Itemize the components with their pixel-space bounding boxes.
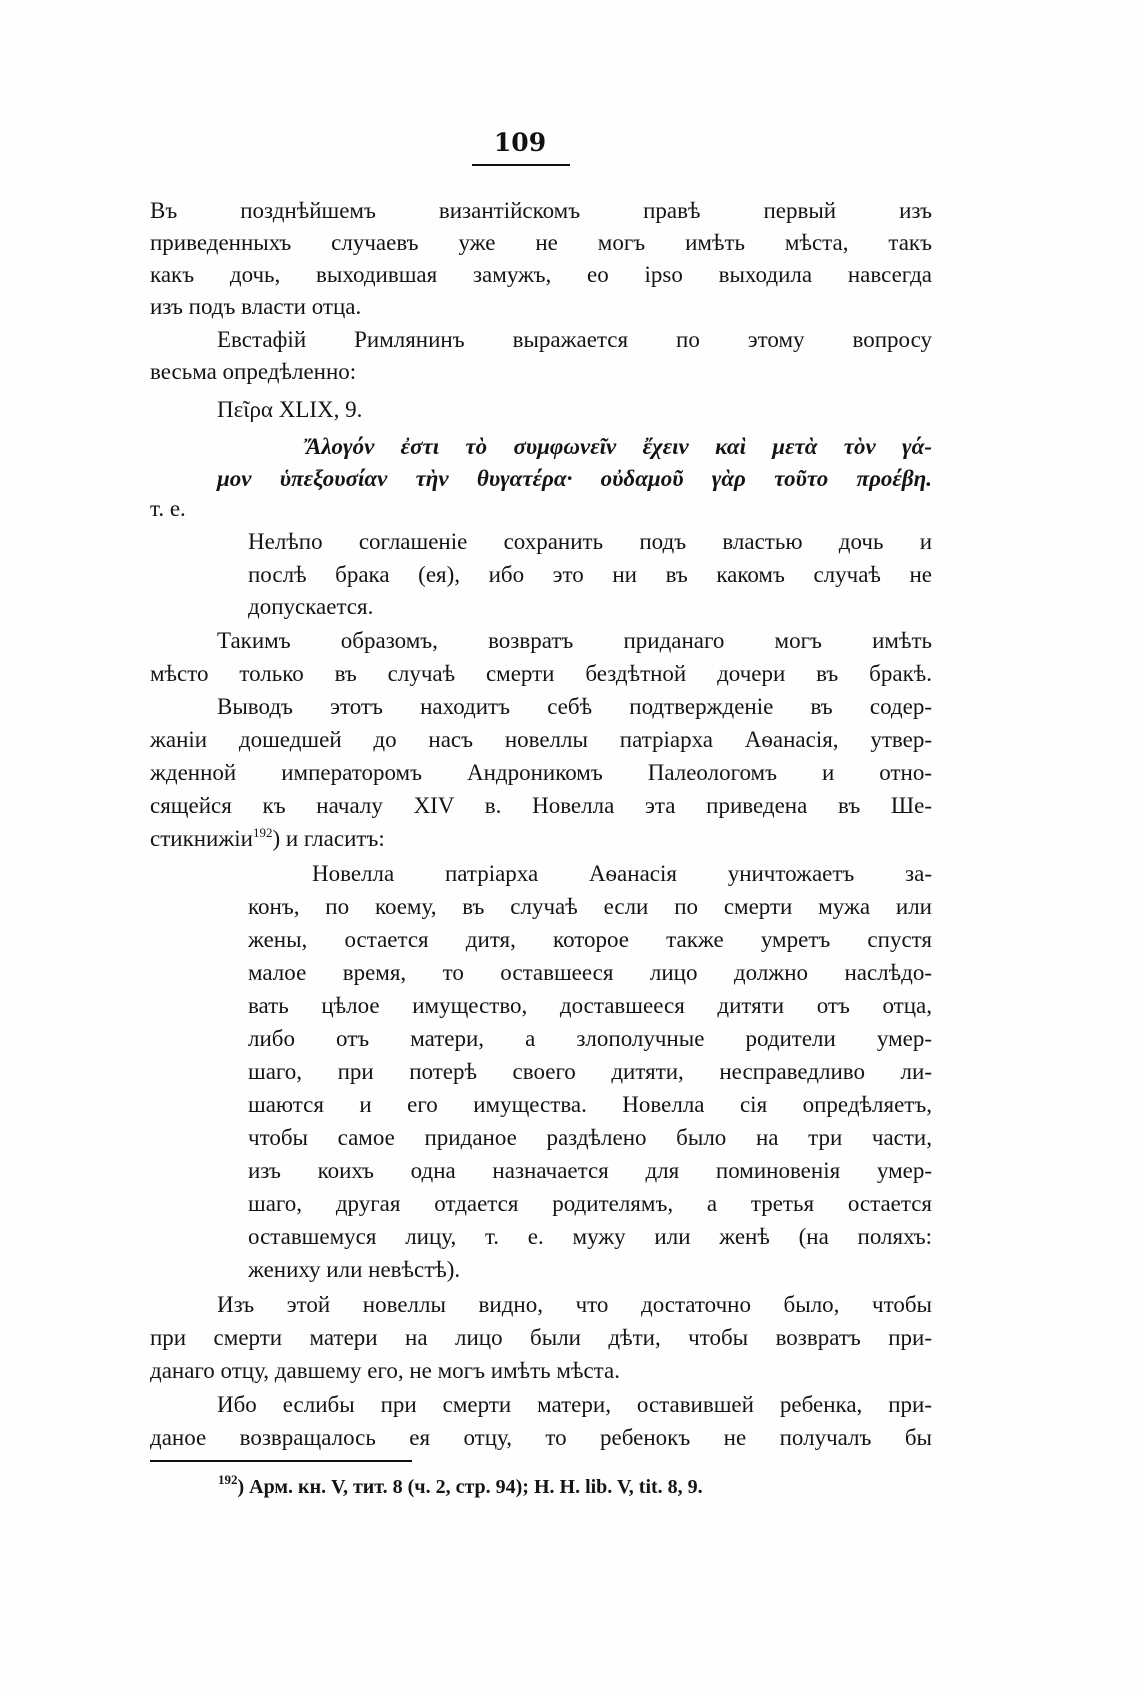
novella-quote-line: вать цѣлое имущество, доставшееся дитяти отъ отца,	[248, 993, 932, 1018]
footnote-text: ) Арм. кн. V, тит. 8 (ч. 2, стр. 94); H. H. lib. V, tit. 8, 9.	[237, 1476, 703, 1498]
novella-quote-line: изъ коихъ одна назначается для поминовенія умер-	[248, 1158, 932, 1183]
footnote	[218, 1472, 703, 1502]
novella-quote-line: шаются и его имущества. Новелла сія опредѣляетъ,	[248, 1092, 932, 1117]
novella-quote-line: либо отъ матери, а злополучные родители умер-	[248, 1026, 932, 1051]
text-line: Выводъ этотъ находитъ себѣ подтвержденіе въ содер-	[217, 694, 932, 719]
footnote-mark: 192	[218, 1472, 238, 1487]
novella-quote-line: шаго, при потерѣ своего дитяти, несправедливо ли-	[248, 1059, 932, 1084]
text-line: изъ подъ власти отца.	[150, 294, 362, 319]
novella-quote-line: чтобы самое приданое раздѣлено было на три части,	[248, 1125, 932, 1150]
text-line: приведенныхъ случаевъ уже не могъ имѣть мѣста, такъ	[150, 230, 932, 255]
translation-line: допускается.	[248, 594, 374, 619]
page-number: 109	[493, 128, 547, 157]
text-line: даное возвращалось ея отцу, то ребенокъ не получалъ бы	[150, 1425, 932, 1450]
novella-quote-line: жениху или невѣстѣ).	[248, 1257, 461, 1282]
translation-line: Нелѣпо соглашеніе сохранить подъ властью дочь и	[248, 529, 932, 554]
text-line: Евстафій Римлянинъ выражается по этому вопросу	[217, 327, 932, 352]
novella-quote-line: шаго, другая отдается родителямъ, а третья остается	[248, 1191, 932, 1216]
text-fragment: стикнижіи	[150, 826, 253, 851]
page-number-rule	[472, 164, 570, 166]
footnote-reference: 192	[252, 825, 273, 840]
text-line: весьма опредѣленно:	[150, 359, 357, 384]
text-line: сящейся къ началу XIV в. Новелла эта приведена въ Ше-	[150, 793, 932, 818]
novella-quote-line: Новелла патріарха Аѳанасія уничтожаетъ за-	[312, 861, 932, 886]
text-line: какъ дочь, выходившая замужъ, ео ipso выходила навсегда	[150, 262, 932, 287]
translation-line: послѣ брака (ея), ибо это ни въ какомъ случаѣ не	[248, 562, 932, 587]
text-line: Такимъ образомъ, возвратъ приданаго могъ имѣть	[217, 628, 932, 653]
greek-quote-line: Ἄλογόν ἐστι τὸ συμφωνεῖν ἔχειν καὶ μετὰ τὸν γά-	[306, 434, 932, 459]
text-line: при смерти матери на лицо были дѣти, чтобы возвратъ при-	[150, 1325, 932, 1350]
text-line: Ибо еслибы при смерти матери, оставившей ребенка, при-	[217, 1392, 932, 1417]
greek-quote-line: μον ὑπεξουσίαν τὴν θυγατέρα· οὐδαμοῦ γὰρ τοῦτο προέβη.	[217, 466, 932, 491]
text-line: т. е.	[150, 496, 186, 521]
footnote-rule	[150, 1460, 412, 1462]
text-line: Изъ этой новеллы видно, что достаточно было, чтобы	[217, 1292, 932, 1317]
novella-quote-line: жены, остается дитя, которое также умретъ спустя	[248, 927, 932, 952]
text-line: жаніи дошедшей до насъ новеллы патріарха Аѳанасія, утвер-	[150, 727, 932, 752]
novella-quote-line: малое время, то оставшееся лицо должно наслѣдо-	[248, 960, 932, 985]
text-line: жденной императоромъ Андроникомъ Палеологомъ и отно-	[150, 760, 932, 785]
novella-quote-line: конъ, по коему, въ случаѣ если по смерти мужа или	[248, 894, 932, 919]
text-line: данаго отцу, давшему его, не могъ имѣть мѣста.	[150, 1358, 620, 1383]
text-line: мѣсто только въ случаѣ смерти бездѣтной дочери въ бракѣ.	[150, 661, 932, 686]
text-line: Въ позднѣйшемъ византійскомъ правѣ первый изъ	[150, 198, 932, 223]
text-fragment: ) и гласитъ:	[272, 826, 385, 851]
text-line	[150, 824, 385, 854]
source-reference: Пεῖρα XLIX, 9.	[217, 397, 363, 422]
novella-quote-line: оставшемуся лицу, т. е. мужу или женѣ (на поляхъ:	[248, 1224, 932, 1249]
